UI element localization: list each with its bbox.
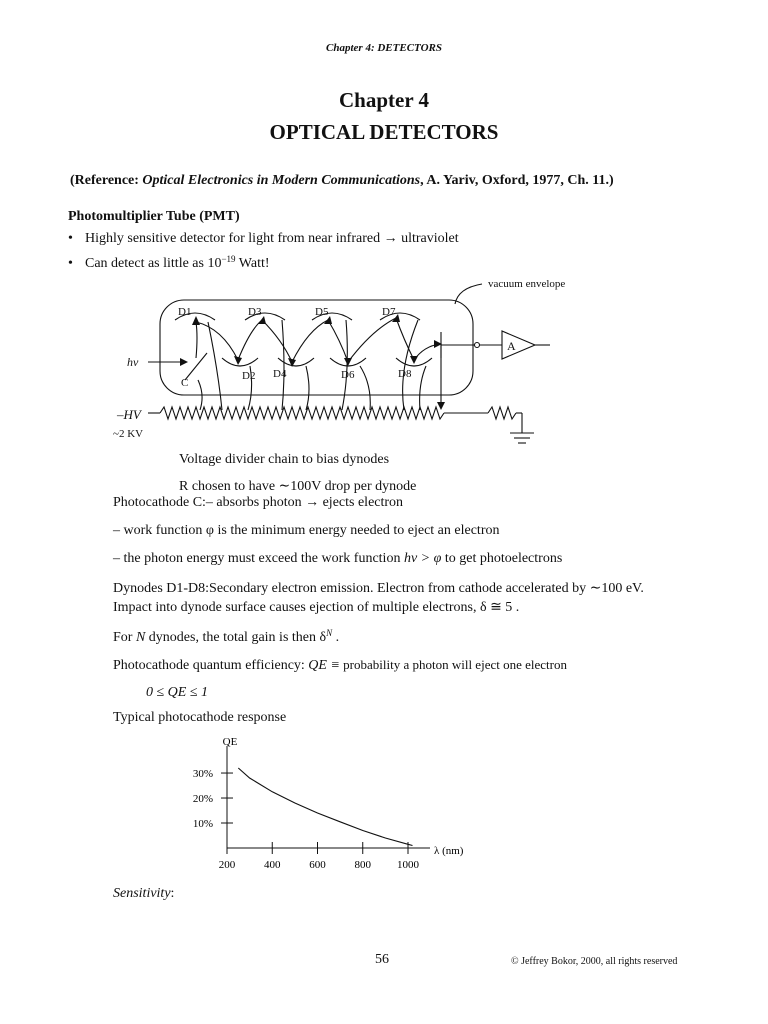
- photon-label: hν: [127, 355, 139, 369]
- work-function-line: – work function φ is the minimum energy needed to eject an electron: [113, 523, 500, 538]
- dynodes-line: Dynodes D1-D8:Secondary electron emission. Electron from cathode accelerated by ∼100 eV.: [113, 581, 644, 596]
- qe-pre: Photocathode quantum efficiency:: [113, 658, 309, 673]
- dynode-label: D2: [242, 370, 256, 382]
- dynode-wire: [360, 366, 370, 410]
- typical-response-label: Typical photocathode response: [113, 710, 287, 725]
- dynode-label: D1: [178, 306, 192, 318]
- load-resistor: [488, 407, 516, 419]
- chapter-title: OPTICAL DETECTORS: [269, 120, 499, 144]
- chapter-number: Chapter 4: [338, 88, 430, 112]
- y-tick-label: 30%: [192, 768, 213, 781]
- copyright: © Jeffrey Bokor, 2000, all rights reserved: [511, 956, 678, 967]
- x-tick-label: 200: [218, 859, 236, 871]
- electron-path: [238, 320, 262, 360]
- x-tick-label: 800: [354, 859, 371, 871]
- reference-suffix: , A. Yariv, Oxford, 1977, Ch. 11.): [420, 173, 614, 188]
- divider-caption: R chosen to have ∼100V drop per dynode: [179, 479, 417, 494]
- electron-path: [348, 318, 396, 362]
- running-header: Chapter 4: DETECTORS: [326, 42, 442, 54]
- x-tick-label: 1000: [397, 859, 419, 871]
- qe-line: [113, 657, 567, 674]
- qe-curve: [238, 768, 412, 846]
- sensitivity-label: [113, 886, 174, 902]
- dynode-wire: [282, 320, 284, 410]
- bullet-text: Can detect as little as 10: [85, 256, 222, 271]
- photon-energy-pre: – the photon energy must exceed the work function: [113, 551, 404, 566]
- kv-label: ~2 KV: [113, 428, 144, 440]
- reference-book-title: Optical Electronics in Modern Communications: [142, 173, 421, 188]
- cathode-label: C: [181, 377, 189, 389]
- y-tick-label: 10%: [192, 818, 213, 831]
- y-axis-label: QE: [222, 736, 238, 748]
- dynode-label: D3: [248, 306, 262, 318]
- x-tick-label: 400: [264, 859, 281, 871]
- output-node: [475, 343, 480, 348]
- gain-n: N: [135, 630, 146, 645]
- hv-label: –HV: [117, 407, 141, 422]
- amplifier-label: A: [507, 339, 516, 353]
- reference-line: [70, 173, 614, 189]
- photon-energy-line: [113, 551, 562, 567]
- dynode-label: D8: [398, 368, 412, 380]
- gain-pre: For: [113, 630, 136, 645]
- y-tick-label: 20%: [192, 793, 213, 806]
- arrowhead-icon: [410, 356, 418, 364]
- qe-range: 0 ≤ QE ≤ 1: [146, 685, 209, 700]
- page-number: 56: [375, 952, 389, 967]
- bullet-exponent: −19: [221, 254, 236, 264]
- pmt-diagram: [0, 270, 768, 460]
- gain-post: .: [332, 630, 340, 645]
- dynode-label: D7: [382, 306, 396, 318]
- dynode-label: D4: [273, 368, 287, 380]
- dynodes-line: Impact into dynode surface causes ejection of multiple electrons, δ ≅ 5 .: [113, 600, 520, 615]
- resistor-chain: [160, 407, 444, 419]
- arrowhead-icon: [180, 358, 188, 366]
- bullet-icon: •: [68, 231, 73, 246]
- vacuum-envelope-label: vacuum envelope: [488, 278, 566, 290]
- electron-path: [262, 320, 292, 362]
- section-heading-pmt: Photomultiplier Tube (PMT): [68, 209, 240, 224]
- electron-path: [196, 322, 197, 358]
- qe-symbol: QE ≡: [308, 658, 340, 673]
- electron-path: [196, 322, 238, 360]
- vacuum-envelope-leader: [455, 284, 482, 304]
- divider-caption: Voltage divider chain to bias dynodes: [179, 452, 390, 467]
- dynode-wire: [420, 366, 426, 410]
- photocathode-line: Photocathode C:– absorbs photon → ejects electron: [113, 495, 404, 510]
- x-tick-label: 600: [309, 859, 326, 871]
- bullet-text-end: Watt!: [235, 256, 270, 271]
- sensitivity-colon: :: [170, 886, 175, 901]
- photon-energy-equation: hν > φ: [403, 551, 442, 566]
- electron-path: [292, 320, 328, 362]
- x-axis-label: λ (nm): [434, 845, 464, 857]
- gain-line: [113, 630, 339, 646]
- sensitivity-word: Sensitivity: [113, 886, 171, 901]
- arrowhead-icon: [344, 358, 352, 366]
- gain-mid: dynodes, the total gain is then δ: [145, 630, 327, 645]
- dynode-label: D6: [341, 369, 355, 381]
- qe-chart: [180, 730, 480, 875]
- electron-path: [328, 320, 348, 362]
- photon-energy-post: to get photoelectrons: [441, 551, 563, 566]
- dynode-label: D5: [315, 306, 329, 318]
- bullet-icon: •: [68, 256, 73, 271]
- dynode-wire: [403, 320, 418, 410]
- qe-post: probability a photon will eject one electron: [339, 657, 567, 672]
- bullet-item-sensitivity: [68, 231, 459, 247]
- arrowhead-icon: [192, 316, 200, 325]
- gain-exponent: N: [326, 628, 333, 638]
- arrowhead-icon: [234, 356, 242, 365]
- dynode-wire: [306, 366, 309, 410]
- bullet-text: Highly sensitive detector for light from near infrared → ultraviolet: [85, 231, 459, 246]
- reference-prefix: (Reference:: [70, 173, 143, 188]
- arrowhead-icon: [437, 402, 445, 410]
